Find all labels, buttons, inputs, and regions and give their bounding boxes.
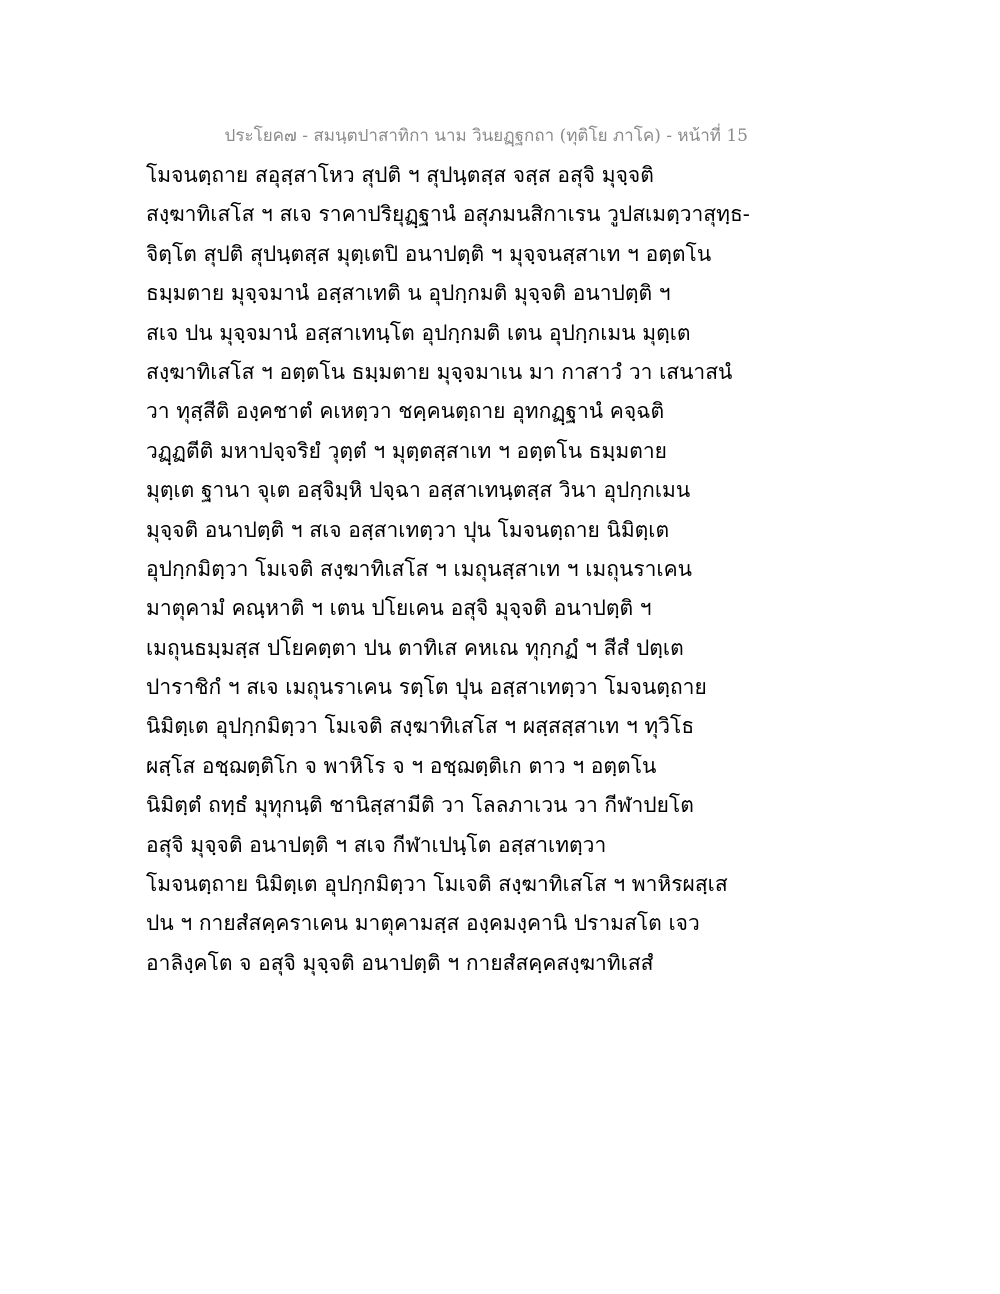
text-line: สงฺฆาทิเสโส ฯ อตฺตโน ธมฺมตาย มุจฺจมาเน มา กาสาวํ วา เสนาสนํ — [146, 359, 733, 384]
text-line: วา ทุสฺสีติ องฺคชาตํ คเหตฺวา ชคฺคนตฺถาย อุทกฏฺฐานํ คจฺฉติ — [146, 399, 665, 424]
text-line: โมจนตฺถาย สอุสฺสาโหว สุปติ ฯ สุปนฺตสฺส จสฺส อสุจิ มุจฺจติ — [146, 163, 654, 187]
text-line: ธมฺมตาย มุจฺจมานํ อสฺสาเทติ น อุปกฺกมติ มุจฺจติ อนาปตฺติ ฯ — [146, 281, 671, 306]
text-line: อาลิงฺคโต จ อสุจิ มุจฺจติ อนาปตฺติ ฯ กายสํสคฺคสงฺฆาทิเสสํ — [146, 950, 654, 975]
text-line: ปน ฯ กายสํสคฺคราเคน มาตุคามสฺส องฺคมงฺคานิ ปรามสโต เจว — [146, 911, 700, 936]
text-line: สงฺฆาทิเสโส ฯ สเจ ราคาปริยุฏฺฐานํ อสุภมนสิกาเรน วูปสเมตฺวาสุทฺธ- — [146, 202, 750, 227]
text-line: นิมิตฺเต อุปกฺกมิตฺวา โมเจติ สงฺฆาทิเสโส ฯ ผสฺสสฺสาเท ฯ ทุวิโธ — [146, 714, 695, 739]
text-line: จิตฺโต สุปติ สุปนฺตสฺส มุตฺเตปิ อนาปตฺติ ฯ มุจฺจนสฺสาเท ฯ อตฺตโน — [146, 241, 712, 266]
text-line: อสุจิ มุจฺจติ อนาปตฺติ ฯ สเจ กีฬาเปนฺโต อสฺสาเทตฺวา — [146, 832, 607, 857]
text-line: อุปกฺกมิตฺวา โมเจติ สงฺฆาทิเสโส ฯ เมถุนสฺสาเท ฯ เมถุนราเคน — [146, 556, 692, 581]
text-line: มุตฺเต ฐานา จุเต อสฺจิมฺหิ ปจฺฉา อสฺสาเทนฺตสฺส วินา อุปกฺกเมน — [146, 478, 691, 503]
text-line: เมถุนธมฺมสฺส ปโยคตฺตา ปน ตาทิเส คหเณ ทุกฺกฏํ ฯ สีสํ ปตฺเต — [146, 635, 684, 660]
text-line: ปาราชิกํ ฯ สเจ เมถุนราเคน รตฺโต ปุน อสฺสาเทตฺวา โมจนตฺถาย — [146, 675, 707, 700]
body-text — [146, 156, 750, 983]
text-line: มุจฺจติ อนาปตฺติ ฯ สเจ อสฺสาเทตฺวา ปุน โมจนตฺถาย นิมิตฺเต — [146, 517, 670, 542]
text-line: วฏฺฏตีติ มหาปจฺจริยํ วุตฺตํ ฯ มุตฺตสฺสาเท ฯ อตฺตโน ธมฺมตาย — [146, 438, 667, 463]
text-line: มาตุคามํ คณฺหาติ ฯ เตน ปโยเคน อสุจิ มุจฺจติ อนาปตฺติ ฯ — [146, 596, 652, 621]
text-line: โมจนตฺถาย นิมิตฺเต อุปกฺกมิตฺวา โมเจติ สงฺฆาทิเสโส ฯ พาหิรผสฺเส — [146, 872, 728, 897]
running-header: ประโยค๗ - สมนฺตปาสาทิกา นาม วินยฏฺฐกถา (ทุติโย ภาโค) - หน้าที่ 15 — [224, 126, 748, 146]
text-line: ผสฺโส อชฺฌตฺติโก จ พาหิโร จ ฯ อชฺฌตฺติเก ตาว ฯ อตฺตโน — [146, 753, 657, 778]
text-line: นิมิตฺตํ ถทฺธํ มุทุกนฺติ ชานิสฺสามีติ วา โลลภาเวน วา กีฬาปยโต — [146, 793, 694, 818]
text-line: สเจ ปน มุจฺจมานํ อสฺสาเทนฺโต อุปกฺกมติ เตน อุปกฺกเมน มุตฺเต — [146, 320, 691, 345]
